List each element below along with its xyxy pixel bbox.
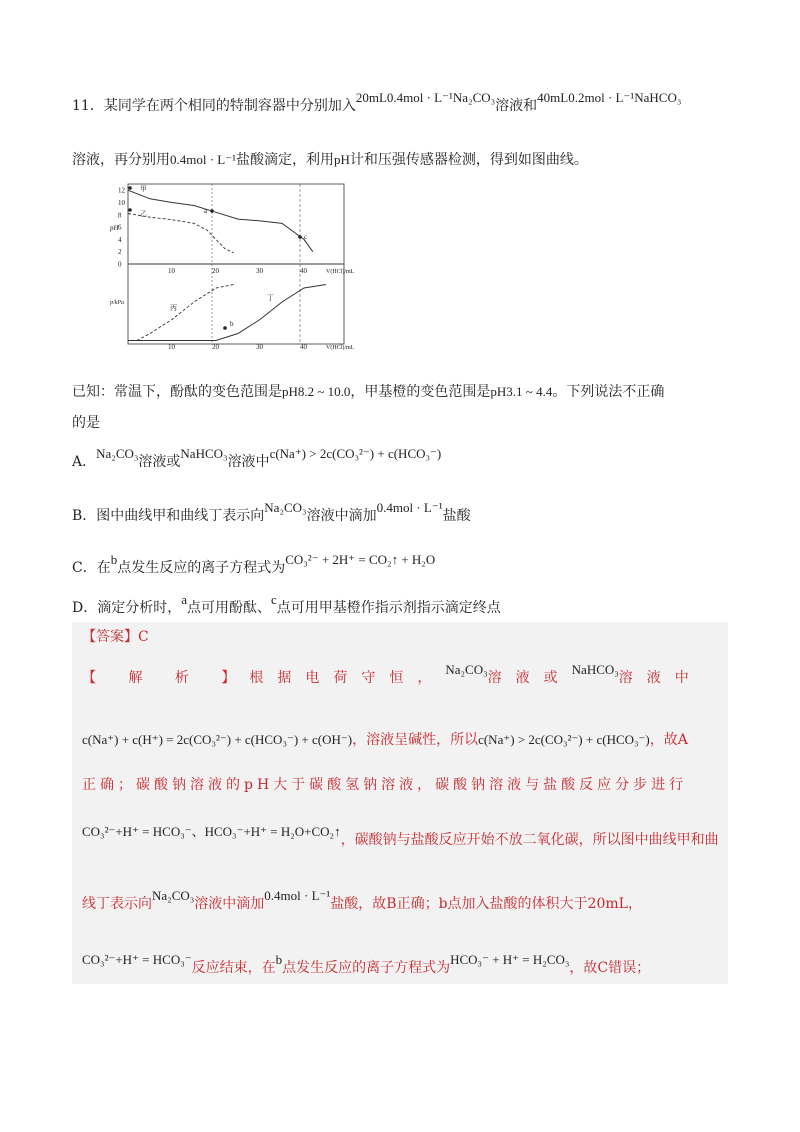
option-c-text-2: 点发生反应的离子方程式为 <box>117 560 286 576</box>
analysis-text-1: 根据电荷守恒， <box>249 670 446 686</box>
question-line-1 <box>72 90 732 116</box>
bottom-ylabel: p/kPa <box>110 300 124 306</box>
charge-balance-formula: c(Na⁺) + c(H⁺) = 2c(CO₃²⁻) + c(HCO₃⁻) + c(OH⁻) <box>82 732 353 747</box>
inequality-formula: c(Na⁺) > 2c(CO₃²⁻) + c(HCO₃⁻) <box>478 732 650 747</box>
label-bing: 丙 <box>170 304 177 312</box>
analysis-line-4 <box>82 824 722 850</box>
option-c-formula-2: CO₃²⁻ + 2H⁺ = CO₂↑ + H₂O <box>285 552 436 567</box>
option-b <box>72 500 732 526</box>
x-tick-10-top: 10 <box>168 267 175 275</box>
question-number: 11． <box>72 98 104 114</box>
option-d-formula-2: c <box>271 592 277 607</box>
option-a-text-2: 溶液中 <box>227 454 270 470</box>
curve-jia-start-marker <box>128 186 132 190</box>
point-b-marker <box>223 326 227 330</box>
option-b-label: B． <box>72 508 97 524</box>
y-tick-0: 0 <box>118 260 122 269</box>
analysis-text-2: 溶液或 <box>487 670 572 686</box>
question-line-2 <box>72 150 732 170</box>
analysis-text-4: ，溶液呈碱性，所以 <box>352 732 479 748</box>
known-line-2 <box>72 413 732 433</box>
analysis-line-6 <box>82 952 722 978</box>
known-line-1 <box>72 382 732 402</box>
top-ylabel: pH <box>110 224 119 232</box>
label-b: b <box>230 320 234 328</box>
x-tick-20-bottom: 20 <box>212 343 219 350</box>
x-tick-labels <box>168 267 308 350</box>
analysis-line-1 <box>82 662 722 688</box>
option-a-formula-3: c(Na⁺) > 2c(CO₃²⁻) + c(HCO₃⁻) <box>269 446 442 461</box>
y-tick-2: 2 <box>118 248 122 257</box>
known-text-c: 。下列说法不正确 <box>552 384 665 400</box>
curve-ding-line <box>128 285 326 341</box>
reagent-nahco3: 40mL0.2mol · L⁻¹NaHCO₃ <box>537 90 682 105</box>
titrant-concentration: 0.4mol · L⁻¹ <box>170 152 237 167</box>
stem-text-2b: 盐酸滴定，利用 <box>236 152 335 168</box>
option-b-text-2: 溶液中滴加 <box>306 508 377 524</box>
curve-yi-start-marker <box>128 208 132 212</box>
analysis-text-6: 正确；碳酸钠溶液的pH大于碳酸氢钠溶液，碳酸钠溶液与盐酸反应分步进行 <box>82 777 688 793</box>
label-ding: 丁 <box>267 294 274 302</box>
analysis-text-3: 溶液中 <box>618 670 703 686</box>
option-b-text-3: 盐酸 <box>442 508 471 524</box>
titration-chart <box>110 180 380 350</box>
label-yi: 乙 <box>140 210 147 218</box>
option-b-formula-2: 0.4mol · L⁻¹ <box>376 500 443 515</box>
y-tick-labels <box>118 187 126 269</box>
analysis-line-3 <box>82 775 722 795</box>
option-a <box>72 446 732 472</box>
y-tick-6: 6 <box>118 223 122 232</box>
analysis-text-11: 反应结束，在 <box>191 960 276 976</box>
option-d-formula-1: a <box>181 592 188 607</box>
option-a-formula-2: NaHCO₃ <box>180 446 228 461</box>
analysis-formula-1: Na₂CO₃ <box>445 662 488 677</box>
x-tick-40-top: 40 <box>300 267 307 275</box>
phenolphthalein-range: pH8.2 ~ 10.0 <box>282 384 351 399</box>
option-c <box>72 552 732 578</box>
analysis-text-8: 线丁表示向 <box>82 896 152 912</box>
ph-meter-term: pH <box>334 152 350 167</box>
y-tick-10: 10 <box>118 199 125 207</box>
analysis-formula-5: CO₃²⁻+H⁺ = HCO₃⁻ <box>82 952 192 967</box>
x-tick-30-bottom: 30 <box>256 343 263 350</box>
option-d <box>72 592 732 618</box>
point-c-marker <box>298 235 302 239</box>
analysis-text-12: 点发生反应的离子方程式为 <box>282 960 451 976</box>
reagent-na2co3: 20mL0.4mol · L⁻¹Na₂CO₃ <box>355 90 496 105</box>
option-d-text-2: 点可用酚酞、 <box>187 600 272 616</box>
stem-text-and: 溶液和 <box>495 98 538 114</box>
xlabel-top: V(HCl)/mL <box>326 269 355 275</box>
analysis-formula-2: NaHCO₃ <box>571 662 619 677</box>
analysis-text-9: 溶液中滴加 <box>194 896 265 912</box>
option-a-label: A． <box>72 454 97 470</box>
analysis-text-5: ，故A <box>649 732 688 748</box>
option-c-label: C． <box>72 560 97 576</box>
analysis-formula-4: 0.4mol · L⁻¹ <box>264 888 331 903</box>
option-d-text-1: 滴定分析时， <box>97 600 182 616</box>
x-tick-20-top: 20 <box>212 267 219 275</box>
point-a-marker <box>210 209 214 213</box>
label-c: c <box>304 233 308 241</box>
answer-label: 【答案】C <box>82 629 149 645</box>
known-text-b: ，甲基橙的变色范围是 <box>350 384 491 400</box>
known-text-a: 已知：常温下，酚酞的变色范围是 <box>72 384 282 400</box>
analysis-text-7: ，碳酸钠与盐酸反应开始不放二氧化碳，所以图中曲线甲和曲 <box>340 832 719 848</box>
analysis-formula-7: HCO₃⁻ + H⁺ = H₂CO₃ <box>450 952 570 967</box>
top-panel-frame <box>128 184 344 264</box>
curve-bing-line <box>137 285 234 341</box>
option-a-formula-1: Na₂CO₃ <box>96 446 139 461</box>
stepwise-reaction-formula: CO₃²⁻+H⁺ = HCO₃⁻、HCO₃⁻+H⁺ = H₂O+CO₂↑ <box>82 824 341 839</box>
y-tick-12: 12 <box>118 186 125 195</box>
curve-yi-line <box>128 214 234 253</box>
analysis-text-13: ，故C错误； <box>569 960 651 976</box>
option-d-label: D． <box>72 600 98 616</box>
stem-text-1: 某同学在两个相同的特制容器中分别加入 <box>103 98 356 114</box>
analysis-text-10: 盐酸，故B正确；b点加入盐酸的体积大于20mL， <box>330 896 642 912</box>
analysis-formula-3: Na₂CO₃ <box>152 888 195 903</box>
option-a-text-1: 溶液或 <box>138 454 181 470</box>
option-b-formula-1: Na₂CO₃ <box>264 500 307 515</box>
label-a: a <box>204 207 208 215</box>
known-text-d: 的是 <box>72 415 100 431</box>
option-d-text-3: 点可用甲基橙作指示剂指示滴定终点 <box>276 600 501 616</box>
analysis-line-5 <box>82 888 722 914</box>
option-b-text-1: 图中曲线甲和曲线丁表示向 <box>96 508 265 524</box>
analysis-line-2 <box>82 730 722 750</box>
curve-jia-line <box>128 190 313 252</box>
y-tick-4: 4 <box>118 235 122 244</box>
xlabel-bottom: V(HCl)/mL <box>326 345 355 350</box>
analysis-label: 【 解 析 】 <box>82 670 250 686</box>
methyl-orange-range: pH3.1 ~ 4.4 <box>490 384 553 399</box>
analysis-formula-6: b <box>275 952 283 967</box>
label-jia: 甲 <box>140 185 147 193</box>
option-c-formula-1: b <box>110 552 118 567</box>
x-tick-30-top: 30 <box>256 267 263 275</box>
y-tick-8: 8 <box>118 211 122 220</box>
stem-text-2c: 计和压强传感器检测，得到如图曲线。 <box>349 152 588 168</box>
bottom-panel-frame <box>128 264 344 344</box>
answer-line <box>82 627 722 647</box>
x-tick-10-bottom: 10 <box>168 343 175 350</box>
option-c-text-1: 在 <box>96 560 111 576</box>
x-tick-40-bottom: 40 <box>300 343 307 350</box>
stem-text-2a: 溶液，再分别用 <box>72 152 170 168</box>
